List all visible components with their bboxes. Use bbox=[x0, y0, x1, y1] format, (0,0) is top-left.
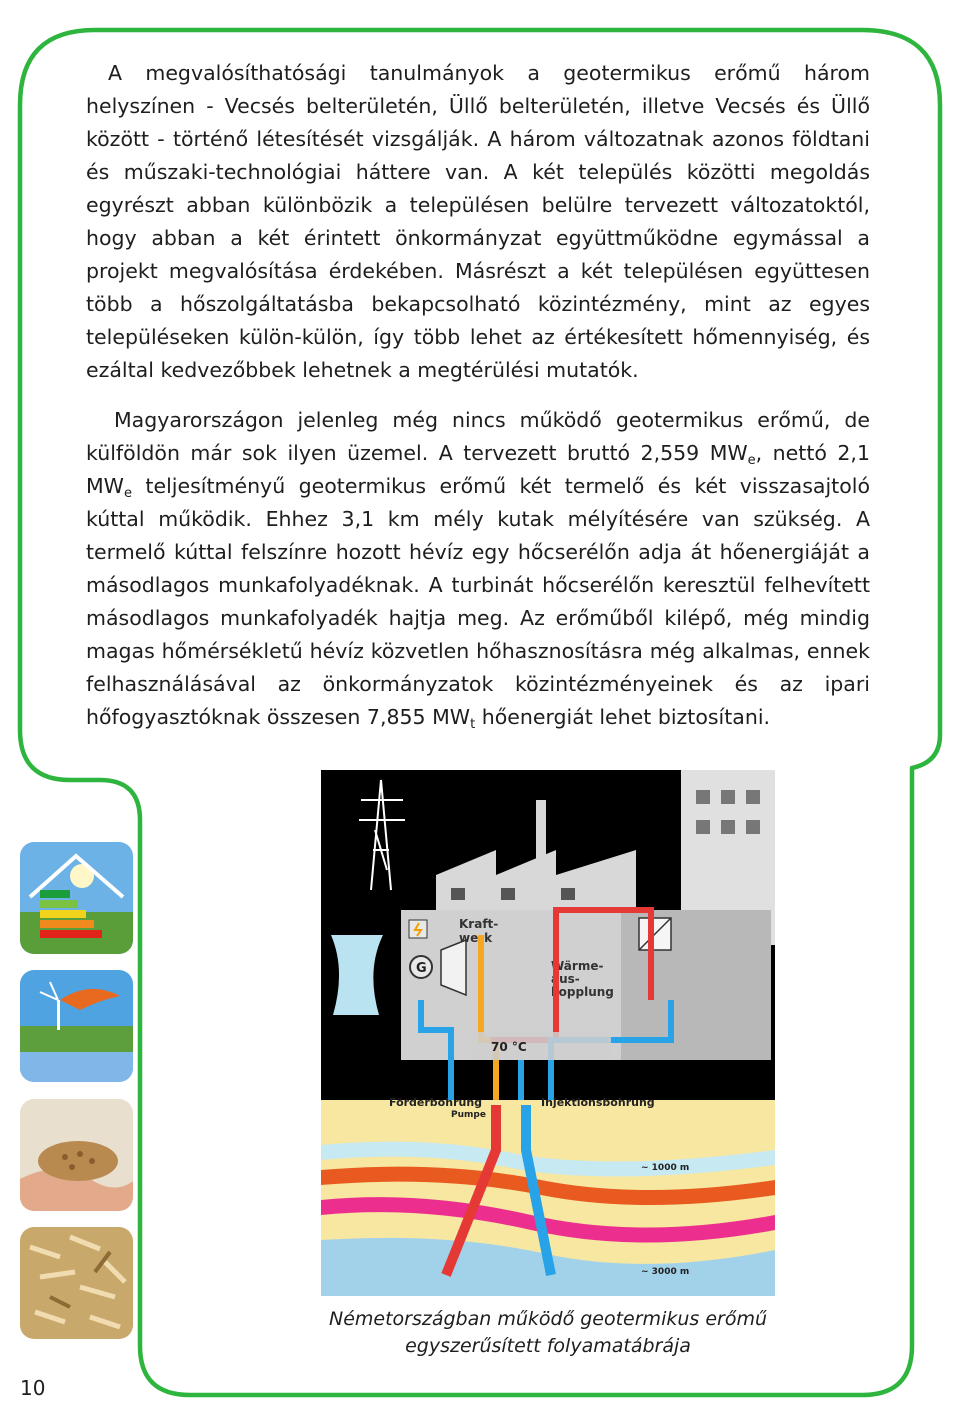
paragraph-2: Magyarországon jelenleg még nincs működő geotermikus erőmű, de külföldön már sok ilyen üzemel. A tervezett bruttó 2,559 $MW_e$, nettó 2,1 $MW_e$ teljesítményű geotermikus erőmű két termelő és két visszasajtoló kúttal működik. Ehhez 3,1 km mély kutak mélyítésére van szükség. A termelő kúttal felszínre hozott hévíz egy hőcserélőn adja át hőenergiáját a másodlagos munkafolyadéknak. A turbinát hőcserélőn keresztül felhevített másodlagos munkafolyadék hajtja meg. Az erőműből kilépő, még mindig magas hőmérsékletű hévíz közvetlen hőhasznosításra még alkalmas, ennek felhasználásával az önkormányzatok közintézményeinek és az ipari hőfogyasztóknak összesen 7,855 $MW_t$ hőenergiát lehet biztosítani. bbox=[86, 408, 870, 732]
label-depth-1000: ~ 1000 m bbox=[641, 1163, 690, 1173]
label-kraftwerk-2: werk bbox=[459, 931, 493, 945]
label-depth-3000: ~ 3000 m bbox=[641, 1267, 690, 1277]
label-waerme-2: aus- bbox=[551, 972, 580, 986]
label-waerme-1: Wärme- bbox=[551, 959, 604, 973]
geothermal-diagram bbox=[321, 770, 775, 1296]
label-generator: G bbox=[416, 961, 427, 976]
label-pumpe: Pumpe bbox=[451, 1110, 486, 1120]
label-temperature: 70 °C bbox=[491, 1040, 527, 1054]
label-injektionsbohrung: Injektionsbohrung bbox=[541, 1096, 655, 1109]
energy-label-house-icon bbox=[20, 842, 133, 954]
turbine-icon bbox=[441, 940, 466, 995]
page-number: 10 bbox=[20, 1376, 46, 1400]
label-kraftwerk-1: Kraft- bbox=[459, 917, 499, 931]
label-waerme-3: kopplung bbox=[551, 985, 614, 999]
diagram-caption: Németországban működő geotermikus erőmű egyszerűsített folyamatábrája bbox=[328, 1308, 768, 1357]
label-foerderbohrung: Förderbohrung bbox=[389, 1096, 483, 1109]
wood-pellets-icon bbox=[20, 1099, 133, 1211]
wood-chips-icon bbox=[20, 1227, 133, 1339]
wind-turbine-icon bbox=[20, 970, 133, 1082]
paragraph-1: A megvalósíthatósági tanulmányok a geotermikus erőmű három helyszínen - Vecsés belterületén, Üllő belterületén, illetve Vecsés és Üllő között - történő létesítését vizsgálják. A három változatnak azonos földtani és műszaki-technológiai háttere van. A két település közötti megoldás egyrészt abban különbözik a településen belülre tervezett változatoktól, hogy abban a két érintett önkormányzat együttműködne egymással a projekt megvalósítása érdekében. Másrészt a két településen együttesen több a hőszolgáltatásba bekapcsolható közintézmény, mint az egyes településeken külön-külön, így több lehet az értékesített hőmennyiség, és ezáltal kedvezőbbek lehetnek a megtérülési mutatók. bbox=[86, 61, 870, 382]
